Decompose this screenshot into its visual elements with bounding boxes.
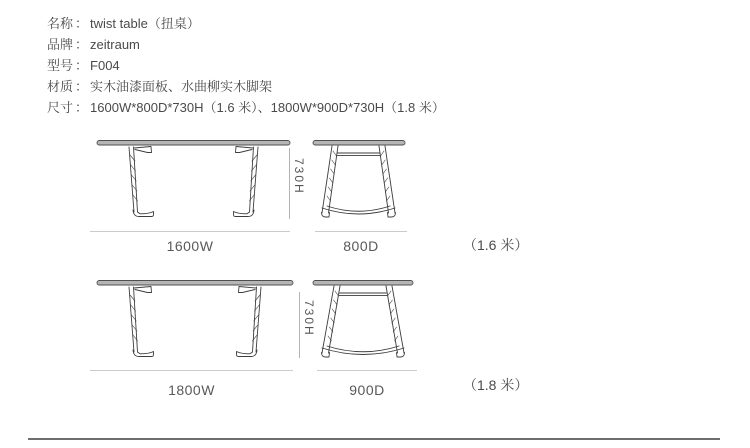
spec-brand: 品牌 ： zeitraum [47, 37, 140, 52]
spec-name-label: 名称 [47, 16, 74, 31]
meter-note-1-8: （1.8 米） [463, 377, 529, 393]
width-dimension-line-1600w [90, 231, 290, 232]
spec-size-value: 1600W*800D*730H（1.6 米）、1800W*900D*730H（1.8 米） [90, 100, 445, 115]
spec-model: 型号 ： F004 [47, 58, 120, 73]
front-view-drawing-1600w [88, 137, 296, 225]
side-view-drawing-900d [310, 277, 420, 365]
spec-name: 名称 ： twist table（扭桌） [47, 16, 200, 31]
depth-dimension-line-800d [315, 231, 407, 232]
height-dimension-line-row2 [299, 292, 300, 358]
width-dimension-line-1800w [90, 370, 293, 371]
height-dimension-label-row2: 730H [302, 300, 316, 337]
spec-material-label: 材质 [47, 79, 74, 94]
width-dimension-label-1600w: 1600W [166, 238, 214, 254]
meter-note-1-6: （1.6 米） [463, 237, 529, 253]
spec-list [47, 13, 445, 118]
spec-model-value: F004 [90, 58, 120, 73]
front-view-drawing-1800w [88, 277, 300, 365]
depth-dimension-line-900d [317, 370, 417, 371]
depth-dimension-label-900d: 900D [349, 382, 385, 398]
spec-brand-label: 品牌 [47, 37, 74, 52]
spec-name-value: twist table（扭桌） [90, 16, 200, 31]
spec-brand-value: zeitraum [90, 37, 140, 52]
spec-material-value: 实木油漆面板、水曲柳实木脚架 [90, 79, 273, 94]
spec-size-label: 尺寸 [47, 100, 74, 115]
depth-dimension-label-800d: 800D [343, 238, 379, 254]
height-dimension-label-row1: 730H [292, 158, 306, 195]
spec-material: 材质 ： 实木油漆面板、水曲柳实木脚架 [47, 79, 273, 94]
width-dimension-label-1800w: 1800W [168, 382, 215, 398]
spec-model-label: 型号 [47, 58, 74, 73]
bottom-divider [28, 438, 720, 440]
spec-size: 尺寸 ： 1600W*800D*730H（1.6 米）、1800W*900D*730H（1.8 米） [47, 100, 445, 115]
height-dimension-line-row1 [289, 148, 290, 219]
side-view-drawing-800d [310, 137, 410, 225]
